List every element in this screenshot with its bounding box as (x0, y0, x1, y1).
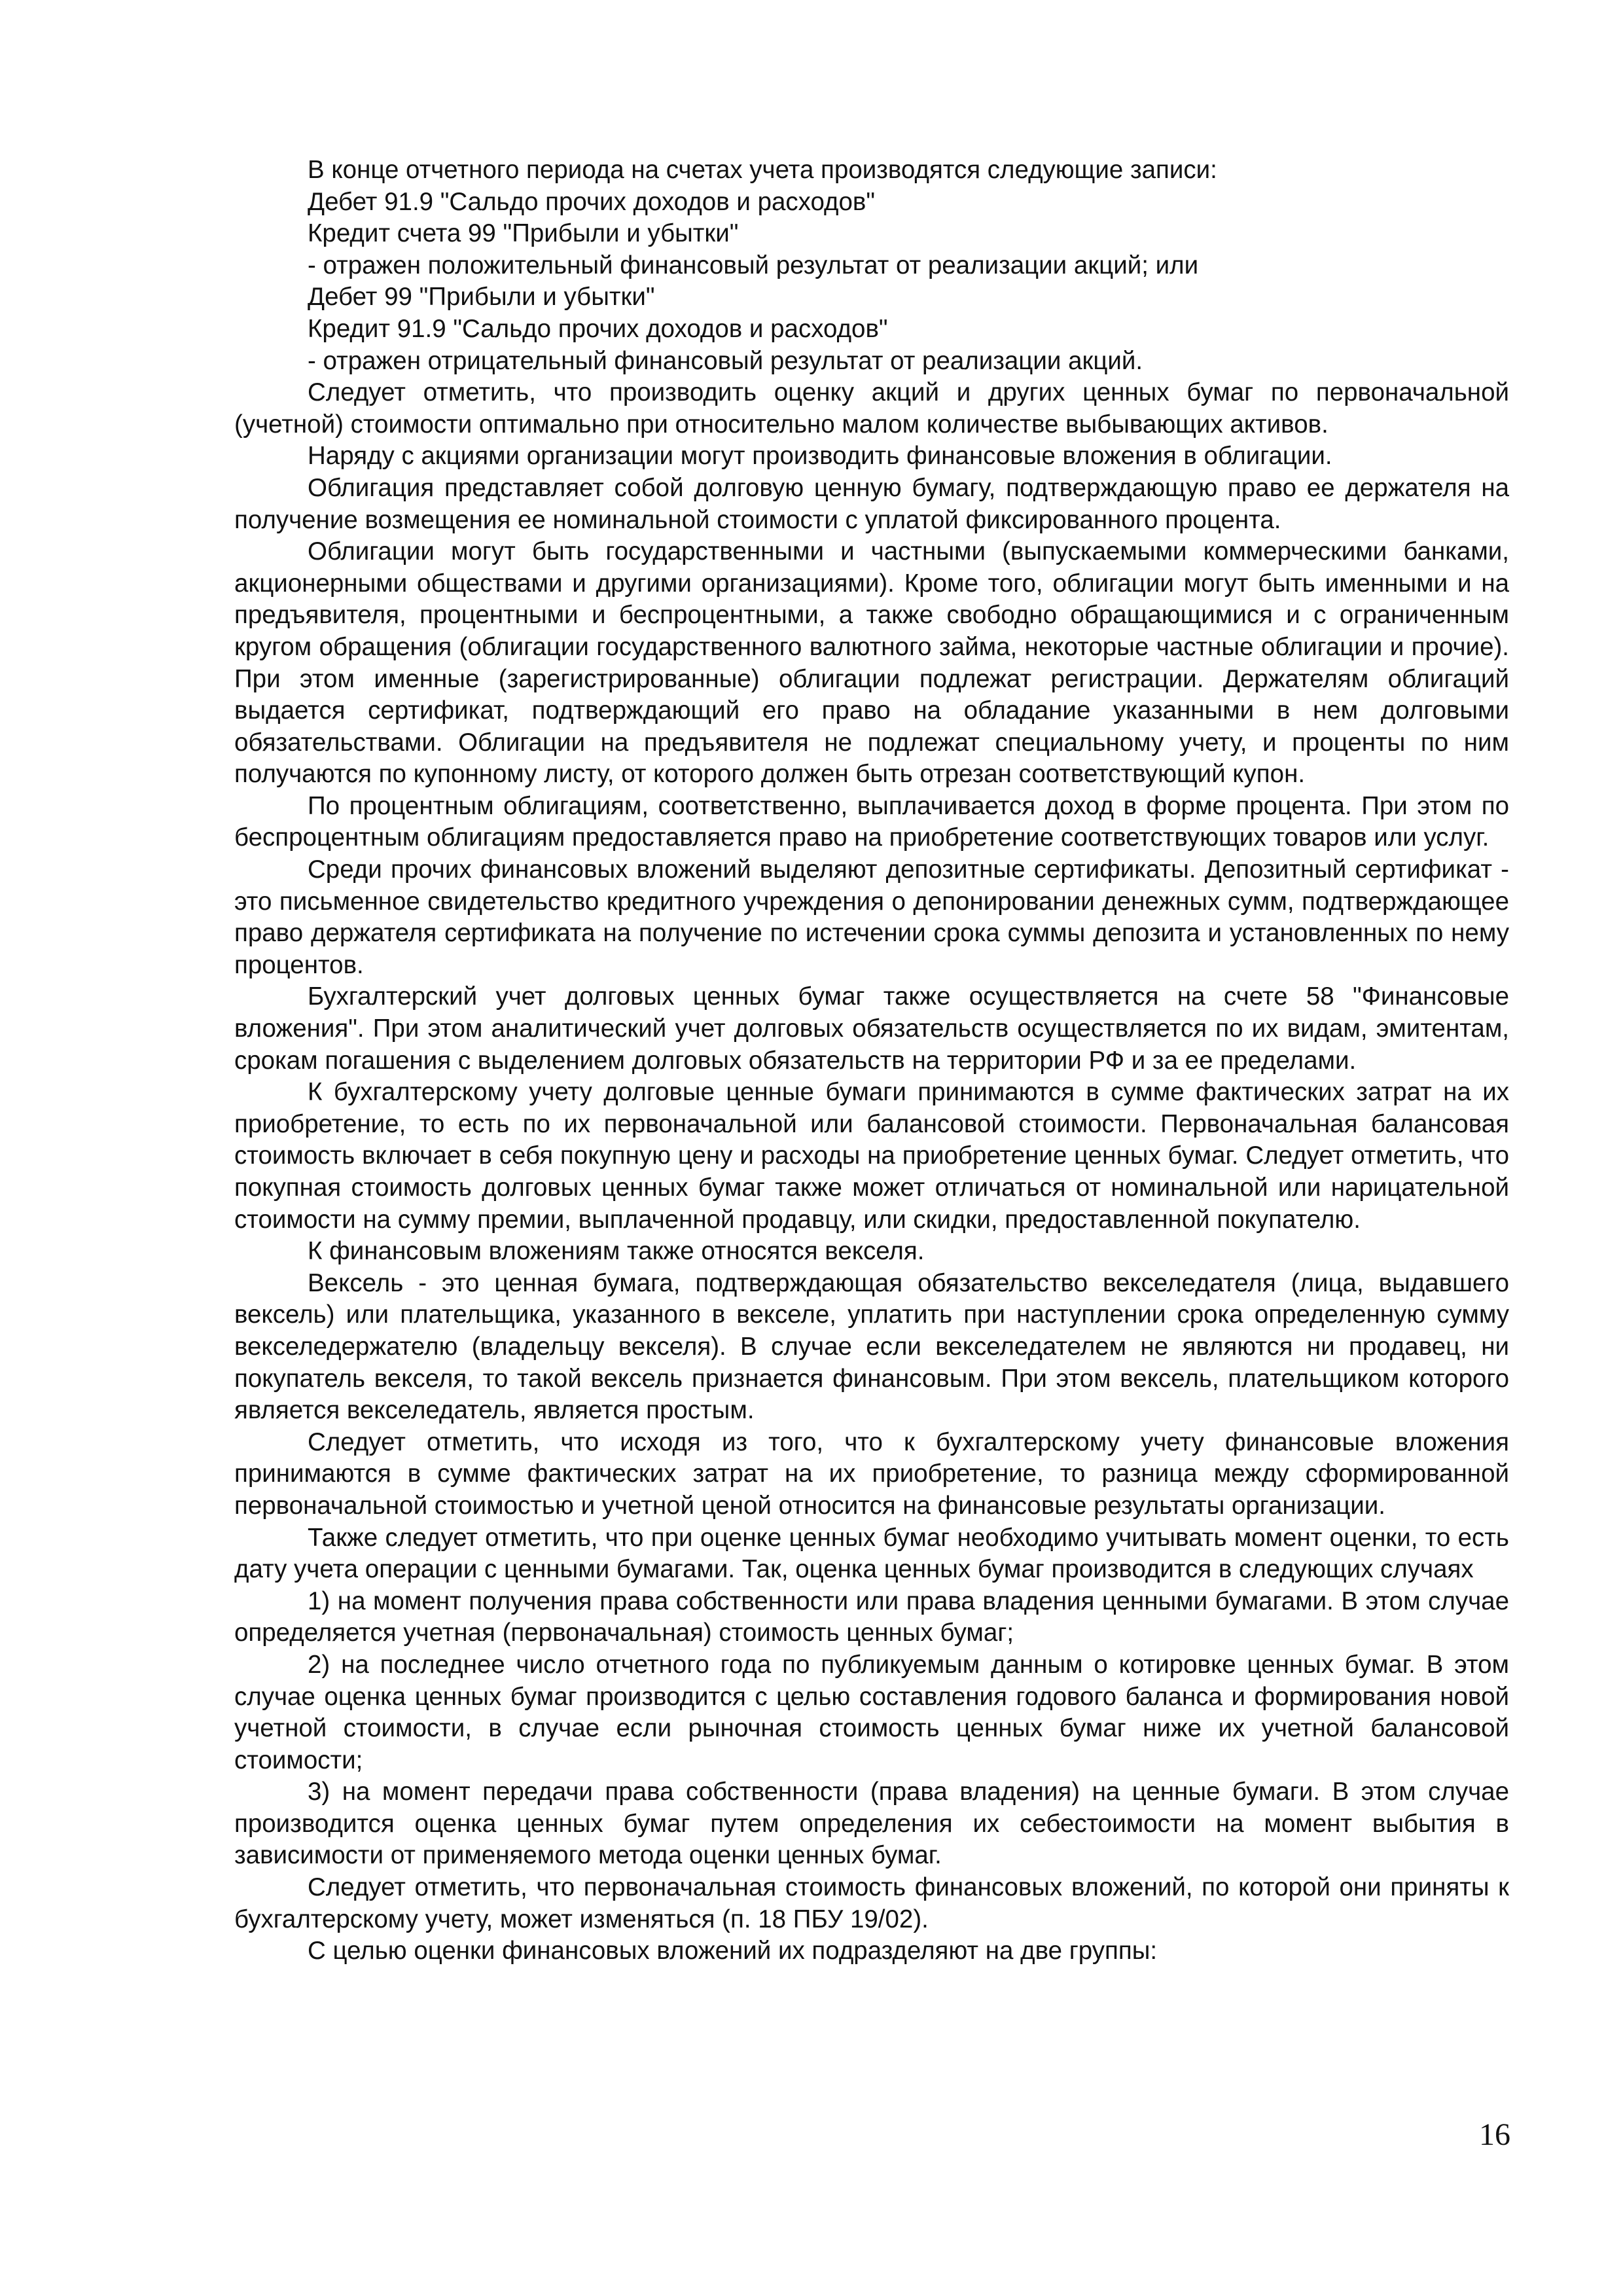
paragraph-valuation-note: Следует отметить, что производить оценку акций и других ценных бумаг по первоначальной (учетной) стоимости оптимально при относительно малом количестве выбывающих активов. (234, 378, 1509, 439)
list-item-2: 2) на последнее число отчетного года по публикуемым данным о котировке ценных бумаг. В этом случае оценка ценных бумаг производится с целью составления годового баланса и формирования новой учетной стоимости, в случае если рыночная стоимость ценных бумаг ниже их учетной балансовой стоимости; (234, 1650, 1509, 1774)
paragraph-cost-difference: Следует отметить, что исходя из того, что к бухгалтерскому учету финансовые вложения принимаются в сумме фактических затрат на их приобретение, то разница между сформированной первоначальной стоимостью и учетной ценой относится на финансовые результаты организации. (234, 1427, 1509, 1520)
paragraph-bonds-intro: Наряду с акциями организации могут производить финансовые вложения в облигации. (308, 442, 1332, 471)
entry-line-4: - отражен положительный финансовый результат от реализации акций; или (308, 251, 1199, 279)
paragraph-debt-cost: К бухгалтерскому учету долговые ценные бумаги принимаются в сумме фактических затрат на их приобретение, то есть по их первоначальной или балансовой стоимости. Первоначальная балансовая стоимость включает в себя покупную цену и расходы на приобретение ценных бумаг. Следует отметить, что покупная стоимость долговых ценных бумаг также может отличаться от номинальной или нарицательной стоимости на сумму премии, выплаченной продавцу, или скидки, предоставленной покупателю. (234, 1078, 1509, 1234)
paragraph-bond-types: Облигации могут быть государственными и частными (выпускаемыми коммерческими банками, акционерными обществами и другими организациями). Кроме того, облигации могут быть именными и на предъявителя, процентными и беспроцентными, а также свободно обращающимися и с ограниченным кругом обращения (облигации государственного валютного займа, некоторые частные облигации и прочие). При этом именные (зарегистрированные) облигации подлежат регистрации. Держателям облигаций выдается сертификат, подтверждающий его право на обладание указанными в нем долговыми обязательствами. Облигации на предъявителя не подлежат специальному учету, и проценты по ним получаются по купонному листу, от которого должен быть отрезан соответствующий купон. (234, 537, 1509, 789)
paragraph-deposit-certificates: Среди прочих финансовых вложений выделяют депозитные сертификаты. Депозитный сертификат - это письменное свидетельство кредитного учреждения о депонировании денежных сумм, подтверждающее право держателя сертификата на получение по истечении срока суммы депозита и установленных по нему процентов. (234, 855, 1509, 979)
paragraph-bond-definition: Облигация представляет собой долговую ценную бумагу, подтверждающую право ее держателя на получение возмещения ее номинальной стоимости с уплатой фиксированного процента. (234, 473, 1509, 534)
entry-line-5: Дебет 99 "Прибыли и убытки" (308, 283, 655, 312)
list-item-1: 1) на момент получения права собственности или права владения ценными бумагами. В этом случае определяется учетная (первоначальная) стоимость ценных бумаг; (234, 1587, 1509, 1647)
entry-line-7: - отражен отрицательный финансовый результат от реализации акций. (308, 346, 1143, 375)
paragraph-bill-definition: Вексель - это ценная бумага, подтверждающая обязательство векселедателя (лица, выдавшего вексель) или плательщика, указанного в векселе, уплатить при наступлении срока определенную сумму векселедержателю (владельцу векселя). В случае если векселедателем не являются ни продавец, ни покупатель векселя, то такой вексель признается финансовым. При этом вексель, плательщиком которого является векселедатель, является простым. (234, 1268, 1509, 1425)
paragraph-interest-bonds: По процентным облигациям, соответственно, выплачивается доход в форме процента. При этом по беспроцентным облигациям предоставляется право на приобретение соответствующих товаров или услуг. (234, 791, 1509, 852)
paragraph-debt-accounting: Бухгалтерский учет долговых ценных бумаг также осуществляется на счете 58 "Финансовые вложения". При этом аналитический учет долговых обязательств осуществляется по их видам, эмитентам, срокам погашения с выделением долговых обязательств на территории РФ и за ее пределами. (234, 982, 1509, 1075)
paragraph-groups-intro: С целью оценки финансовых вложений их подразделяют на две группы: (308, 1937, 1158, 1965)
document-body (234, 154, 1509, 1967)
paragraph-bills-intro: К финансовым вложениям также относятся векселя. (308, 1237, 925, 1266)
entry-line-1: В конце отчетного периода на счетах учета производятся следующие записи: (308, 156, 1217, 184)
entry-line-2: Дебет 91.9 "Сальдо прочих доходов и расходов" (308, 187, 876, 216)
paragraph-initial-cost-change: Следует отметить, что первоначальная стоимость финансовых вложений, по которой они приняты к бухгалтерскому учету, может изменяться (п. 18 ПБУ 19/02). (234, 1873, 1509, 1933)
entry-line-6: Кредит 91.9 "Сальдо прочих доходов и расходов" (308, 314, 888, 343)
list-item-3: 3) на момент передачи права собственности (права владения) на ценные бумаги. В этом случае производится оценка ценных бумаг путем определения их себестоимости на момент выбытия в зависимости от применяемого метода оценки ценных бумаг. (234, 1778, 1509, 1870)
page-number: 16 (1479, 2117, 1510, 2152)
entry-line-3: Кредит счета 99 "Прибыли и убытки" (308, 219, 739, 248)
paragraph-valuation-moment: Также следует отметить, что при оценке ценных бумаг необходимо учитывать момент оценки, то есть дату учета операции с ценными бумагами. Так, оценка ценных бумаг производится в следующих случаях (234, 1523, 1509, 1584)
